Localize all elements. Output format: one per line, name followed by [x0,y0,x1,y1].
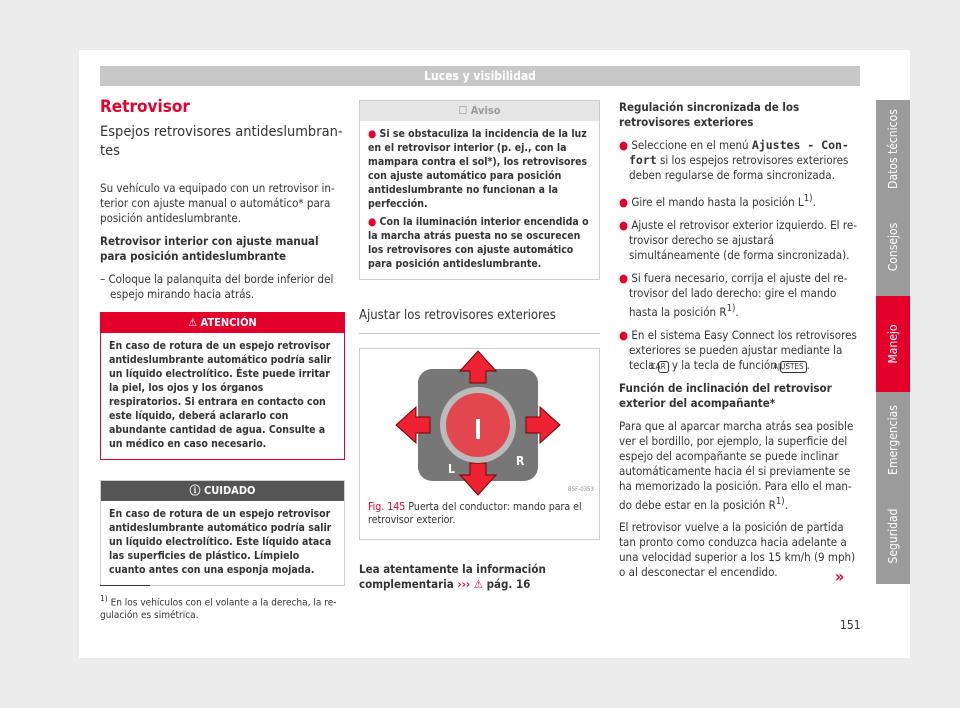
mirror-knob-image [360,349,599,497]
note-title: ☐ Aviso [360,101,599,121]
page-title: Retrovisor [100,97,190,117]
list-item: ● Si fuera necesario, corrija el ajuste del retrovisor del lado derecho: gire el mando hasta la posición $R^{1)}$. [619,270,848,319]
tab-datos-tecnicos[interactable]: Datos técnicos [876,100,910,198]
return-text: El retrovisor vuelve a la posición de partida tan pronto como conduzca hacia adelante a una velocidad superior a los 15 km/h (9 mph) o al desconectar el encendido. [619,520,856,580]
column-left [100,97,345,586]
tab-emergencias[interactable]: Emergencias [876,392,910,488]
fig-code: B5F-0353 [568,486,594,493]
subtitle: Espejos retrovisores antideslumbrantes [100,124,343,159]
note-item: ● Si se obstaculiza la incidencia de la luz en el retrovisor interior (p. ej., con la mampara contra el sol*), los retrovisores con ajuste automático para posición antideslumbrante no funcionan a la perfección. [368,128,588,210]
mirror-control-illustration [360,349,599,497]
list-item: ● Ajuste el retrovisor exterior izquierdo. El retrovisor derecho se ajustará simultáneamente (de forma sincronizada). [619,217,857,262]
figure-145 [359,348,600,540]
figure-caption: Fig. 145 Puerta del conductor: mando para el retrovisor exterior. [368,501,582,526]
column-right [619,100,858,588]
caution-title: ⓘ CUIDADO [101,481,344,501]
tilt-text: Para que al aparcar marcha atrás sea posible ver el bordillo, por ejemplo, la superficie del espejo del acompañante se puede inclinar automáticamente hacia él si previamente se ha memorizado la posición. Para ello el mando debe estar en la posición $R^{1)}$. [619,418,854,512]
fig-label-r: R [516,454,525,468]
intro-text: Su vehículo va equipado con un retrovisor interior con ajuste manual o automático* para posición antideslumbrante. [100,181,335,225]
caution-box [100,480,345,586]
step-item: – Coloque la palanquita del borde inferior del espejo mirando hacia atrás. [100,272,334,301]
sync-heading: Regulación sincronizada de los retrovisores exteriores [619,100,800,129]
list-item: ● Gire el mando hasta la posición $L^{1)}$. [619,193,816,209]
link-arrow-icon: ››› [457,577,471,591]
section-header: Luces y visibilidad [100,66,860,86]
tilt-heading: Función de inclinación del retrovisor exterior del acompañante* [619,380,832,410]
note-item: ● Con la iluminación interior encendida o la marcha atrás puesta no se oscurecen los retrovisores con ajuste automático para posición antideslumbrante. [368,216,589,270]
manual-heading: Retrovisor interior con ajuste manual para posición antideslumbrante [100,234,319,263]
warning-icon: ⚠ [188,316,201,329]
page-ref-link[interactable]: pág. 16 [486,577,531,591]
fig-label-l: L [448,462,455,476]
read-more: Lea atentamente la información complementaria ››› ⚠ pág. 16 [359,562,546,591]
note-icon: ☐ [458,104,471,117]
info-icon: ⓘ [189,484,204,497]
tab-manejo[interactable]: Manejo [876,296,910,392]
note-box [359,100,600,280]
tab-seguridad[interactable]: Seguridad [876,488,910,584]
warning-title: ⚠ ATENCIÓN [101,313,344,333]
warning-book-icon: ⚠ [473,577,484,591]
list-item: ● Seleccione en el menú Ajustes - Confort si los espejos retrovisores exteriores deben regularse de forma sincronizada. [619,138,849,182]
footnote: $^{1)}$ En los vehículos con el volante a la derecha, la regulación es simétrica. [100,585,345,622]
ajustes-key: AJUSTES [780,361,806,373]
list-item: ● En el sistema Easy Connect los retrovisores exteriores se pueden ajustar mediante la tecla CAR y la tecla de función AJUSTES . [619,327,857,372]
car-key: CAR [658,361,669,373]
tab-consejos[interactable]: Consejos [876,198,910,296]
column-middle [359,100,600,600]
section-heading: Ajustar los retrovisores exteriores [359,308,600,334]
warning-box [100,312,345,460]
menu-path: Ajustes - Confort [629,138,849,167]
caution-text: En caso de rotura de un espejo retrovisor antideslumbrante automático podría salir un líquido electrolítico. Este líquido ataca las superficies de plástico. Límpielo cuanto antes con una esponja mojada. [109,508,332,576]
page-number: 151 [840,618,861,632]
warning-text: En caso de rotura de un espejo retrovisor antideslumbrante automático podría salir un líquido electrolítico. Éste puede irritar la piel, los ojos y los órganos respiratorios. Si entrara en contacto con este líquido, deberá aclararlo con abundante cantidad de agua. Consulte a un médico en caso necesario. [109,340,332,450]
continue-icon: » [835,567,845,586]
